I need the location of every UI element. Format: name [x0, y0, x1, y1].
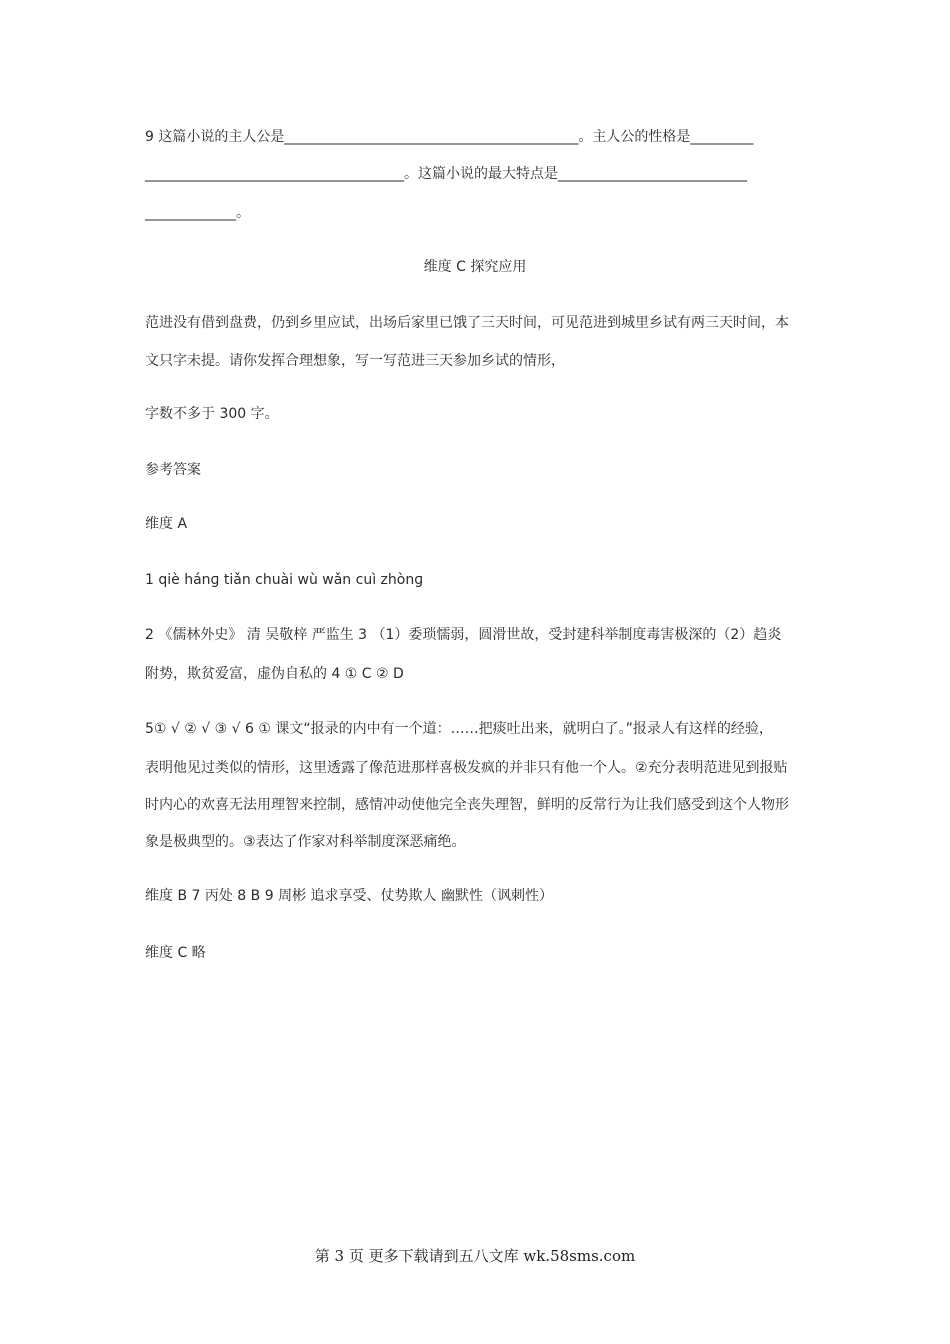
- answer-1: 1 qiè hánɡ tiǎn chuài wù wǎn cuì zhònɡ: [145, 572, 424, 588]
- answer-5-line-3: 时内心的欢喜无法用理智来控制，感情冲动使他完全丧失理智，鲜明的反常行为让我们感受到这个人物形: [145, 797, 789, 813]
- section-c-paragraph-line-1: 范进没有借到盘费，仍到乡里应试，出场后家里已饿了三天时间，可见范进到城里乡试有两三天时间，本: [145, 315, 789, 331]
- section-c-heading: 维度 C 探究应用: [423, 259, 527, 275]
- answer-5-line-1: 5① √ ② √ ③ √ 6 ① 课文“报录的内中有一个道：……把痰吐出来，就明白了。”报录人有这样的经验，: [145, 721, 773, 737]
- section-c-paragraph-line-3: 字数不多于 300 字。: [145, 406, 279, 422]
- answer-5-line-4: 象是极典型的。③表达了作家对科举制度深恶痛绝。: [145, 834, 466, 850]
- question-9-line-1: 9 这篇小说的主人公是__________________________________________。主人公的性格是_________: [145, 129, 754, 145]
- answer-2-line-1: 2 《儒林外史》 清 吴敬梓 严监生 3 （1）委琐懦弱，圆滑世故，受封建科举制度毒害极深的（2）趋炎: [145, 627, 782, 643]
- dimension-b-answers: 维度 B 7 丙处 8 B 9 周彬 追求享受、仗势欺人 幽默性（讽刺性）: [145, 888, 553, 904]
- page-footer: 第 3 页 更多下载请到五八文库 wk.58sms.com: [314, 1247, 636, 1265]
- answer-2-line-2: 附势，欺贫爱富，虚伪自私的 4 ① C ② D: [145, 666, 404, 682]
- question-9-line-2: _____________________________________。这篇小说的最大特点是___________________________: [145, 166, 747, 182]
- section-c-paragraph-line-2: 文只字未提。请你发挥合理想象，写一写范进三天参加乡试的情形，: [145, 353, 565, 369]
- answers-title: 参考答案: [145, 462, 201, 478]
- question-9-line-3: _____________。: [145, 205, 250, 221]
- dimension-a-label: 维度 A: [145, 516, 188, 532]
- dimension-c-answers: 维度 C 略: [145, 945, 206, 961]
- answer-5-line-2: 表明他见过类似的情形，这里透露了像范进那样喜极发疯的并非只有他一个人。②充分表明范进见到报贴: [145, 760, 788, 776]
